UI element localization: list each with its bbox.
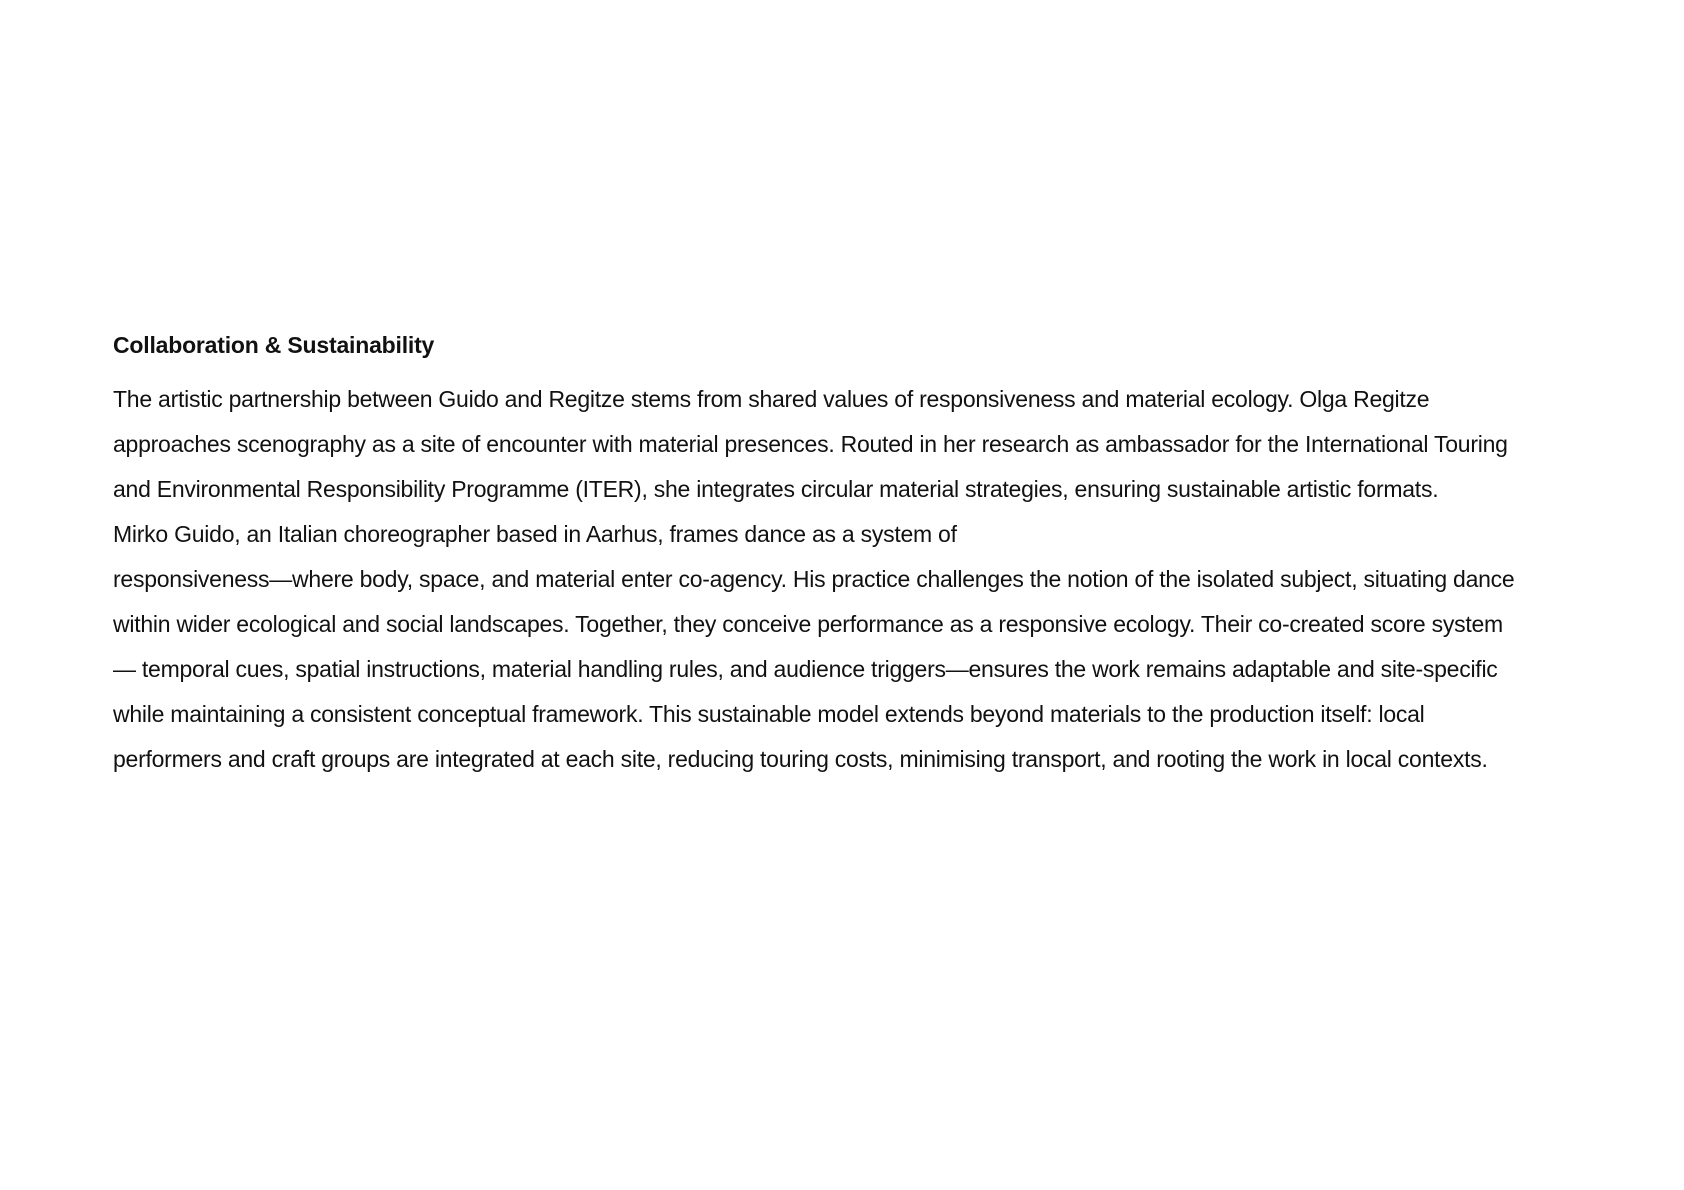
- collaboration-section: [113, 332, 1593, 782]
- text-line: approaches scenography as a site of encounter with material presences. Routed in her research as ambassador for the International Touring: [113, 431, 1508, 457]
- text-line: Mirko Guido, an Italian choreographer based in Aarhus, frames dance as a system of: [113, 521, 957, 547]
- text-line: responsiveness—where body, space, and material enter co-agency. His practice challenges the notion of the isolated subject, situating dance: [113, 566, 1515, 592]
- paragraph-partnership: [113, 377, 1593, 512]
- text-line: — temporal cues, spatial instructions, material handling rules, and audience triggers—ensures the work remains adaptable and site-specific: [113, 656, 1498, 682]
- text-line: within wider ecological and social landscapes. Together, they conceive performance as a responsive ecology. Their co-created score system: [113, 611, 1503, 637]
- text-line: and Environmental Responsibility Programme (ITER), she integrates circular material strategies, ensuring sustainable artistic formats.: [113, 476, 1439, 502]
- text-line: The artistic partnership between Guido and Regitze stems from shared values of responsiveness and material ecology. Olga Regitze: [113, 386, 1430, 412]
- section-heading: Collaboration & Sustainability: [113, 332, 435, 358]
- text-line: while maintaining a consistent conceptual framework. This sustainable model extends beyond materials to the production itself: local: [113, 701, 1425, 727]
- text-line: performers and craft groups are integrated at each site, reducing touring costs, minimising transport, and rooting the work in local contexts.: [113, 746, 1488, 772]
- paragraph-guido: [113, 512, 1593, 782]
